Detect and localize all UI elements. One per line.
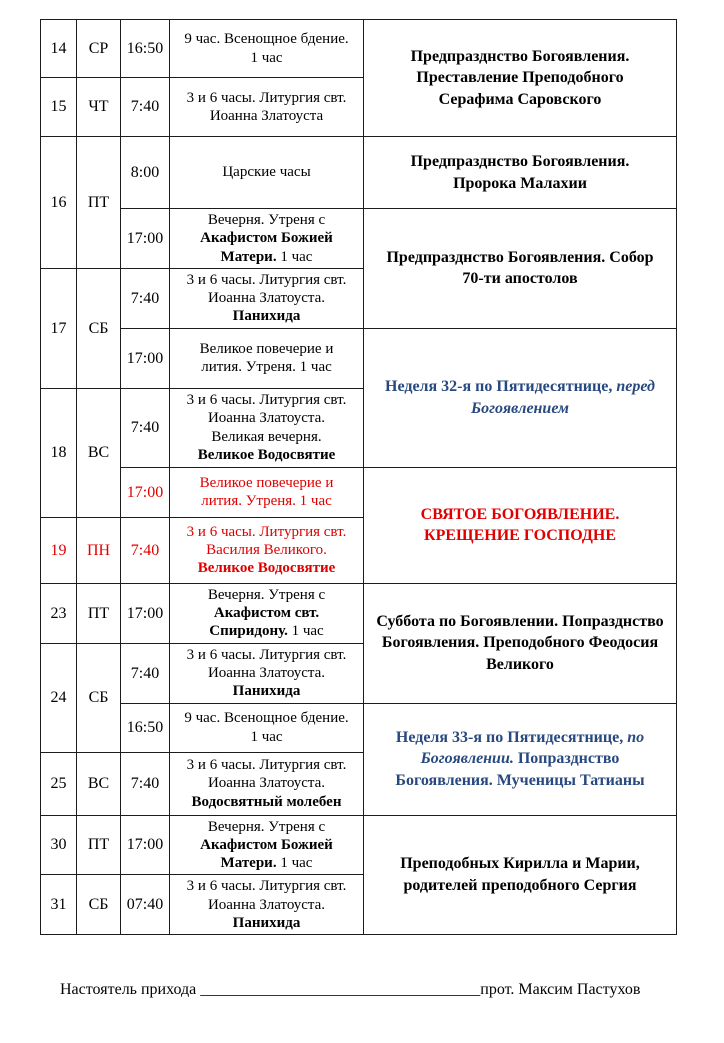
- feast-cell: Предпразднство Богоявления. Преставление Преподобного Серафима Саровского: [364, 20, 677, 137]
- weekday-cell: СБ: [77, 268, 121, 388]
- time-cell: 7:40: [121, 78, 170, 137]
- weekday-cell: ПН: [77, 517, 121, 583]
- time-cell: 16:50: [121, 20, 170, 78]
- service-cell: 9 час. Всенощное бдение. 1 час: [170, 20, 364, 78]
- service-cell: Великое повечерие и лития. Утреня. 1 час: [170, 467, 364, 517]
- date-cell: 17: [41, 268, 77, 388]
- time-cell: 17:00: [121, 583, 170, 643]
- date-cell: 19: [41, 517, 77, 583]
- feast-cell: Суббота по Богоявлении. Попразднство Богоявления. Преподобного Феодосия Великого: [364, 583, 677, 703]
- service-cell: 9 час. Всенощное бдение. 1 час: [170, 703, 364, 752]
- weekday-cell: ПТ: [77, 137, 121, 269]
- service-cell: Вечерня. Утреня с Акафистом свт. Спиридону. 1 час: [170, 583, 364, 643]
- time-cell: 7:40: [121, 388, 170, 467]
- signature-underscores: ___________________________________: [200, 981, 481, 999]
- time-cell: 7:40: [121, 752, 170, 815]
- feast-cell: Преподобных Кирилла и Марии, родителей преподобного Сергия: [364, 815, 677, 935]
- service-cell: 3 и 6 часы. Литургия свт. Иоанна Златоуста: [170, 78, 364, 137]
- feast-cell: Предпразднство Богоявления. Собор 70-ти апостолов: [364, 209, 677, 329]
- weekday-cell: СР: [77, 20, 121, 78]
- weekday-cell: ПТ: [77, 815, 121, 875]
- date-cell: 25: [41, 752, 77, 815]
- service-cell: 3 и 6 часы. Литургия свт. Василия Великого. Великое Водосвятие: [170, 517, 364, 583]
- date-cell: 31: [41, 875, 77, 935]
- service-cell: 3 и 6 часы. Литургия свт. Иоанна Златоуста. Панихида: [170, 643, 364, 703]
- time-cell: 16:50: [121, 703, 170, 752]
- time-cell: 7:40: [121, 517, 170, 583]
- date-cell: 30: [41, 815, 77, 875]
- service-cell: Царские часы: [170, 137, 364, 209]
- weekday-cell: ВС: [77, 752, 121, 815]
- date-cell: 15: [41, 78, 77, 137]
- date-cell: 14: [41, 20, 77, 78]
- time-cell: 7:40: [121, 643, 170, 703]
- schedule-table: [40, 19, 677, 935]
- service-cell: 3 и 6 часы. Литургия свт. Иоанна Златоуста. Великая вечерня. Великое Водосвятие: [170, 388, 364, 467]
- date-cell: 18: [41, 388, 77, 517]
- time-cell: 17:00: [121, 328, 170, 388]
- time-cell: 17:00: [121, 815, 170, 875]
- service-cell: 3 и 6 часы. Литургия свт. Иоанна Златоуста. Водосвятный молебен: [170, 752, 364, 815]
- time-cell: 7:40: [121, 268, 170, 328]
- feast-cell: Неделя 32-я по Пятидесятнице, перед Богоявлением: [364, 328, 677, 467]
- date-cell: 23: [41, 583, 77, 643]
- service-cell: 3 и 6 часы. Литургия свт. Иоанна Златоуста. Панихида: [170, 875, 364, 935]
- date-cell: 16: [41, 137, 77, 269]
- feast-cell: Предпразднство Богоявления. Пророка Малахии: [364, 137, 677, 209]
- weekday-cell: ВС: [77, 388, 121, 517]
- signature-line: [60, 981, 670, 999]
- service-cell: 3 и 6 часы. Литургия свт. Иоанна Златоуста. Панихида: [170, 268, 364, 328]
- service-cell: Вечерня. Утреня с Акафистом Божией Матери. 1 час: [170, 815, 364, 875]
- date-cell: 24: [41, 643, 77, 752]
- weekday-cell: ПТ: [77, 583, 121, 643]
- feast-cell: СВЯТОЕ БОГОЯВЛЕНИЕ. КРЕЩЕНИЕ ГОСПОДНЕ: [364, 467, 677, 583]
- time-cell: 17:00: [121, 467, 170, 517]
- service-cell: Вечерня. Утреня с Акафистом Божией Матери. 1 час: [170, 209, 364, 269]
- rector-name: прот. Максим Пастухов: [480, 981, 641, 999]
- weekday-cell: ЧТ: [77, 78, 121, 137]
- weekday-cell: СБ: [77, 643, 121, 752]
- feast-cell: Неделя 33-я по Пятидесятнице, по Богоявлении. Попразднство Богоявления. Мученицы Татианы: [364, 703, 677, 815]
- time-cell: 07:40: [121, 875, 170, 935]
- rector-label: Настоятель прихода: [60, 981, 201, 999]
- weekday-cell: СБ: [77, 875, 121, 935]
- time-cell: 17:00: [121, 209, 170, 269]
- service-cell: Великое повечерие и лития. Утреня. 1 час: [170, 328, 364, 388]
- time-cell: 8:00: [121, 137, 170, 209]
